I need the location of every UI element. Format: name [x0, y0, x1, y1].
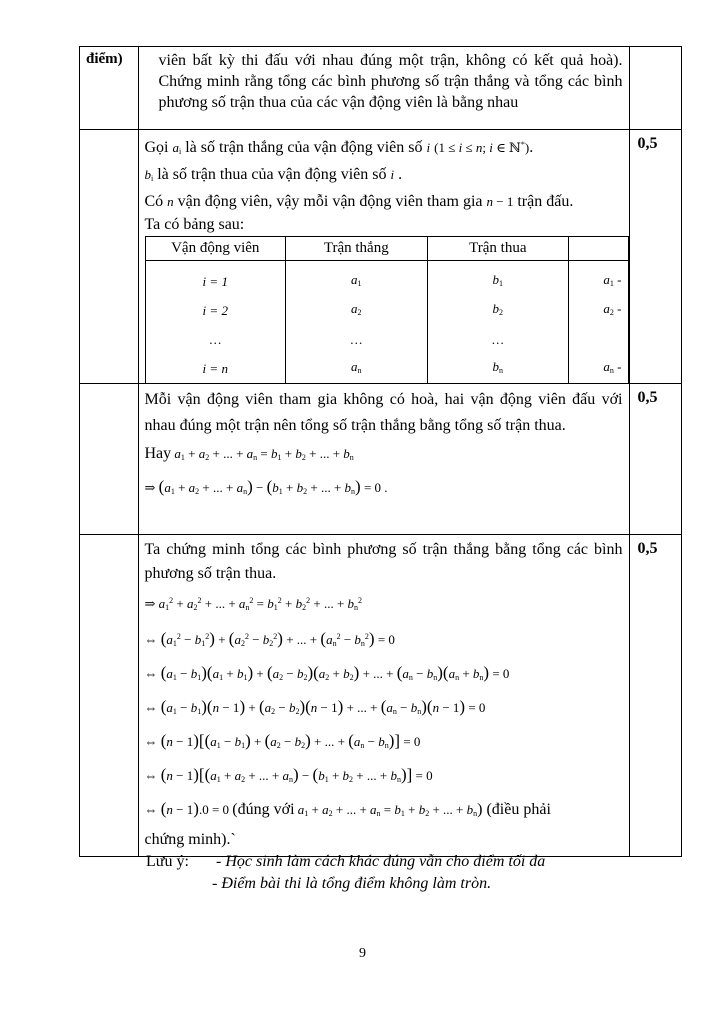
step2-equation2: ⇒ ($a_1 + a_2$ + ... + $a_n) - (b_1 + b_2$ + ... + $b_n) = 0$ . [144, 477, 388, 496]
score-step3: 0,5 [629, 535, 682, 857]
table-row: i = n $a_n$ $b_n$ $a_n$ - [145, 354, 628, 383]
step3-eq7: ⇔ (n − 1).0 = 0 (đúng với $a_1 + a_2$ + ... + $a_n = b_1 + b_2$ + ... + $b_n$) (điều phải [144, 799, 551, 818]
col-header-losses: Trận thua [427, 237, 568, 261]
step2-text: Mỗi vận động viên tham gia không có hoà, hai vận động viên đấu với nhau đúng một trận nên tổng số trận thắng bằng tổng số trận thua. [144, 391, 623, 434]
table-row: i = 1 $a_1$ $b_1$ $a_1$ - [145, 261, 628, 297]
step1-row [80, 130, 682, 384]
results-table [145, 236, 629, 383]
step3-eq6: ⇔ $(n - 1)[(a_1 + a_2$ + ... + $a_n) - (b_1 + b_2$ + ... + $b_n)] = 0$ [144, 765, 433, 784]
step3-eq4: ⇔ $(a_1 - b_1)(n - 1) + (a_2 - b_2)(n - 1)$ + ... + $(a_n - b_n)(n - 1) = 0$ [144, 697, 486, 716]
step3-conclusion: chứng minh).` [144, 831, 236, 848]
step2-row [80, 384, 682, 535]
step2-equation1: Hay $a_1 + a_2$ + ... + $a_n = b_1 + b_2$ + ... + $b_n$ [144, 445, 354, 462]
step3-eq3: ⇔ $(a_1 - b_1)(a_1 + b_1) + (a_2 - b_2)(a_2 + b_2)$ + ... + $(a_n - b_n)(a_n + b_n) = 0$ [144, 663, 510, 682]
score-step2: 0,5 [629, 384, 682, 535]
points-label: điểm) [80, 47, 139, 130]
page-number: 9 [359, 946, 366, 961]
note-block [146, 851, 545, 895]
table-row: … … … [145, 325, 628, 354]
step1-line2: $b_i$ là số trận thua của vận động viên số i . [144, 166, 403, 183]
step1-line3: Có n vận động viên, vậy mỗi vận động viên tham gia n − 1 trận đấu. [144, 193, 574, 210]
note-label: Lưu ý: [146, 853, 189, 870]
step3-text: Ta chứng minh tổng các bình phương số trận thắng bằng tổng các bình phương số trận thua. [144, 541, 623, 582]
step3-eq2: ⇔ $(a_1^2 - b_1^2) + (a_2^2 - b_2^2)$ + ... + $(a_n^2 - b_n^2) = 0$ [144, 629, 395, 648]
score-step1: 0,5 [629, 130, 682, 384]
col-header-athlete: Vận động viên [145, 237, 286, 261]
note-line1: - Học sinh làm cách khác đúng vẫn cho điểm tối đa [216, 853, 546, 870]
problem-row [80, 47, 682, 130]
table-row: i = 2 $a_2$ $b_2$ $a_2$ - [145, 296, 628, 325]
step3-eq1: ⇒ $a_1^2 + a_2^2$ + ... + $a_n^2 = b_1^2 + b_2^2$ + ... + $b_n^2$ [144, 596, 363, 612]
col-header-wins: Trận thắng [286, 237, 428, 261]
answer-table [79, 46, 682, 857]
problem-text: viên bất kỳ thi đấu với nhau đúng một trận, không có kết quả hoà). Chứng minh rằng tổng các bình phương số trận thắng và tổng các bình phương số trận thua của các vận động viên là bằng nhau [158, 52, 623, 111]
step1-line1: Gọi $a_i$ là số trận thắng của vận động viên số i (1 ≤ i ≤ n; i ∈ ℕ*). [144, 139, 534, 156]
step1-line4: Ta có bảng sau: [144, 216, 245, 233]
col-header-extra [569, 237, 628, 261]
step3-row [80, 535, 682, 857]
note-line2: - Điểm bài thi là tổng điểm không làm tròn. [212, 875, 492, 892]
step3-eq5: ⇔ $(n - 1)[(a_1 - b_1) + (a_2 - b_2)$ + ... + $(a_n - b_n)] = 0$ [144, 731, 421, 750]
